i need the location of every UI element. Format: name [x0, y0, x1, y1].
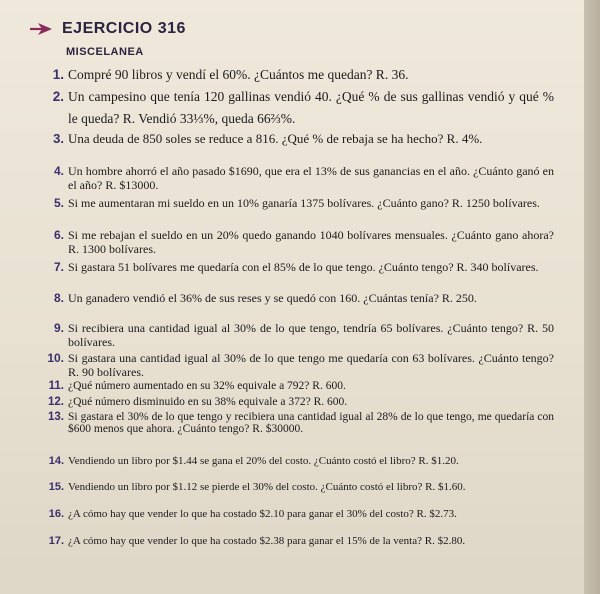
exercise-title: EJERCICIO 316 — [62, 20, 186, 37]
section-title: MISCELANEA — [66, 46, 144, 58]
exercise-text: Vendiendo un libro por $1.44 se gana el 20% del costo. ¿Cuánto costó el libro? R. $1.20. — [68, 455, 459, 467]
page-edge — [584, 0, 600, 594]
exercise-number: 7. — [53, 260, 64, 274]
exercise-text: Compré 90 libros y vendí el 60%. ¿Cuántos me quedan? R. 36. — [68, 67, 409, 82]
exercise-text: Si recibiera una cantidad igual al 30% de lo que tengo, tendría 65 bolívares. ¿Cuánto tengo? R. 50 bolívares. — [68, 321, 554, 349]
exercise-text: Si gastara el 30% de lo que tengo y recibiera una cantidad igual al 28% de lo que tengo, me quedaría con $600 menos que ahora. ¿Cuánto tengo? R. $30000. — [68, 411, 554, 435]
exercise-text: ¿A cómo hay que vender lo que ha costado $2.10 para ganar el 30% del costo? R. $2.73. — [68, 508, 457, 520]
exercise-number: 4. — [53, 164, 64, 178]
exercise-number: 6. — [53, 228, 64, 242]
exercise-text: ¿A cómo hay que vender lo que ha costado $2.38 para ganar el 15% de la venta? R. $2.80. — [68, 535, 466, 547]
exercise-number: 16. — [48, 508, 64, 520]
exercise-text: Si gastara una cantidad igual al 30% de lo que tengo me quedaría con 63 bolívares. ¿Cuánto tengo? R. 90 bolívares. — [68, 351, 554, 379]
exercise-number: 12. — [48, 396, 64, 408]
exercise-text: Si me aumentaran mi sueldo en un 10% ganaría 1375 bolívares. ¿Cuánto gano? R. 1250 bolívares. — [68, 196, 540, 210]
exercise-number: 10. — [47, 351, 64, 365]
exercise-number: 13. — [48, 411, 64, 423]
exercise-text: Si gastara 51 bolívares me quedaría con el 85% de lo que tengo. ¿Cuánto tengo? R. 340 bolívares. — [68, 260, 539, 274]
exercise-text: Un hombre ahorró el año pasado $1690, que era el 13% de sus ganancias en el año. ¿Cuánto ganó en el año? R. $13000. — [68, 164, 554, 192]
exercise-number: 8. — [53, 291, 64, 305]
exercise-number: 15. — [48, 481, 64, 493]
exercise-number: 3. — [53, 131, 64, 146]
exercise-number: 9. — [53, 321, 64, 335]
exercise-number: 1. — [52, 67, 64, 82]
exercise-text: Una deuda de 850 soles se reduce a 816. ¿Qué % de rebaja se ha hecho? R. 4%. — [68, 131, 483, 146]
exercise-text: ¿Qué número disminuido en su 38% equivale a 372? R. 600. — [68, 396, 348, 408]
exercise-text: Un ganadero vendió el 36% de sus reses y se quedó con 160. ¿Cuántas tenía? R. 250. — [68, 291, 477, 305]
exercise-number: 17. — [48, 535, 64, 547]
exercise-text: Un campesino que tenía 120 gallinas vendió 40. ¿Qué % de sus gallinas vendió y qué % le queda? R. Vendió 33⅓%, queda 66⅔%. — [68, 89, 554, 126]
exercise-number: 14. — [48, 455, 64, 467]
exercise-text: Vendiendo un libro por $1.12 se pierde el 30% del costo. ¿Cuánto costó el libro? R. $1.60. — [68, 481, 466, 493]
exercise-number: 11. — [48, 380, 64, 392]
exercise-text: Si me rebajan el sueldo en un 20% quedo ganando 1040 bolívares mensuales. ¿Cuánto gano ahora? R. 1300 bolívares. — [68, 228, 554, 256]
exercise-number: 2. — [52, 89, 64, 104]
exercise-text: ¿Qué número aumentado en su 32% equivale a 792? R. 600. — [68, 380, 346, 392]
exercise-number: 5. — [53, 196, 64, 210]
